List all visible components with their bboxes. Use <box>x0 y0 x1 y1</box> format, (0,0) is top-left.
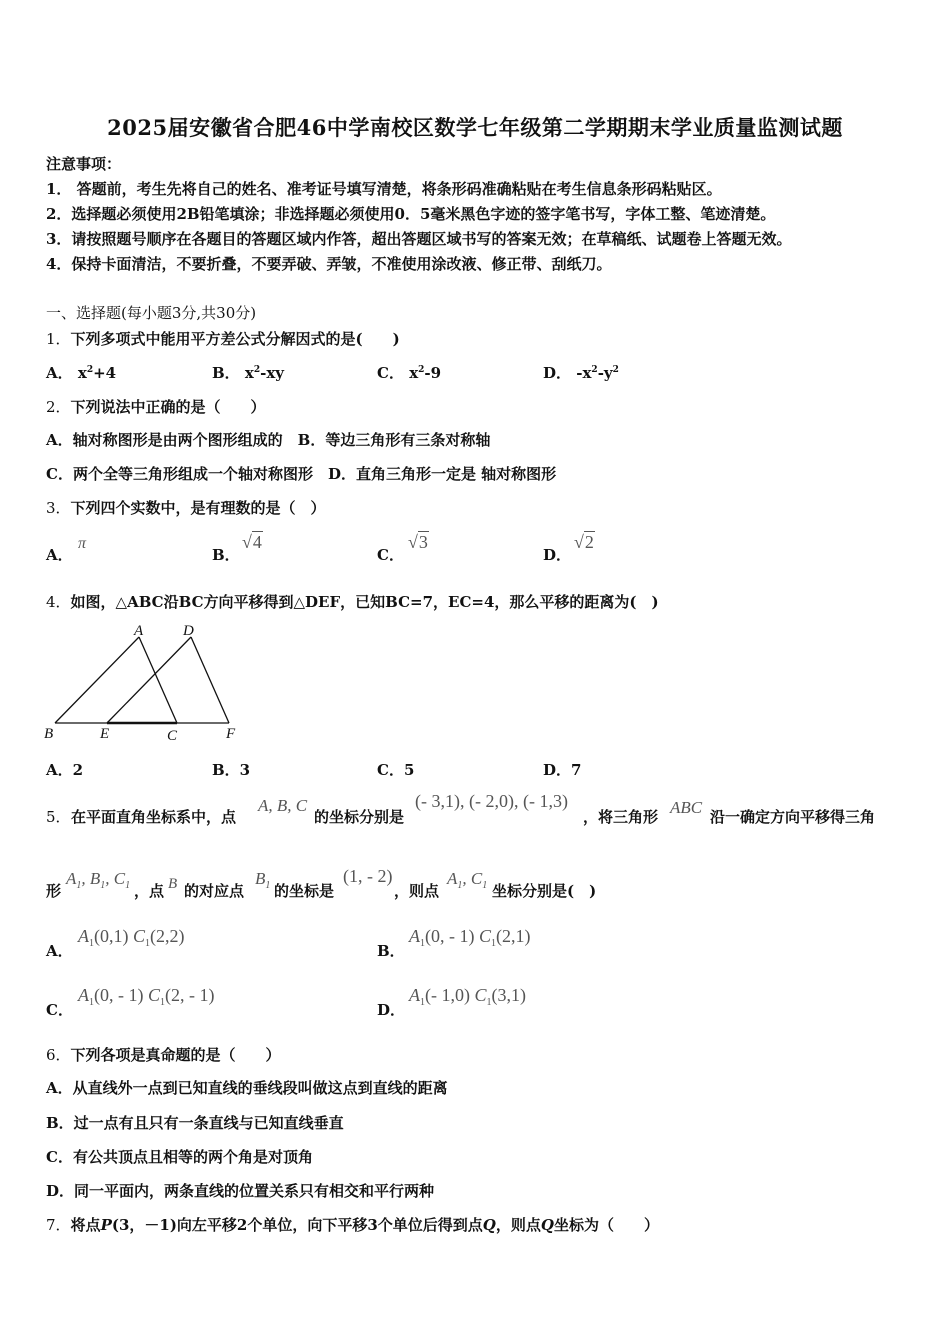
coordinate: (- 1,0) <box>425 985 470 1005</box>
stem-text: 坐标为（ ） <box>553 1216 659 1234</box>
q6-option-a: A．从直线外一点到已知直线的垂线段叫做这点到直线的距离 <box>46 1079 448 1097</box>
q5-option-b-value <box>409 926 531 949</box>
question-stem: 如图，△ABC沿BC方向平移得到△DEF，已知BC=7，EC=4，那么平移的距离为( ) <box>70 593 659 611</box>
subscript: 1 <box>100 880 106 891</box>
coordinate: (0, - 1) <box>425 926 475 946</box>
q5-stem-part-2: 的坐标分别是 <box>314 808 405 826</box>
math-symbol: B <box>255 869 266 888</box>
subscript: 1 <box>89 938 94 949</box>
q3-option-a-label: A． <box>46 546 73 564</box>
q5-b1-coordinate: (1, - 2) <box>343 866 393 886</box>
vertex-label-a: A <box>134 623 144 639</box>
section-heading: 一、选择题(每小题3分,共30分) <box>46 304 257 322</box>
segment-df <box>191 637 229 723</box>
q5-option-c-label: C． <box>46 1001 73 1019</box>
question-stem: 下列各项是真命题的是（ ） <box>70 1046 281 1064</box>
math-symbol: A <box>78 926 89 946</box>
math-symbol: C <box>474 985 487 1005</box>
option-term: x <box>77 364 87 382</box>
vertex-label-f: F <box>226 726 236 742</box>
q5-stem-part-3: ，将三角形 <box>583 808 659 826</box>
pi-symbol: π <box>78 535 87 552</box>
q6-option-c: C．有公共顶点且相等的两个角是对顶角 <box>46 1148 313 1166</box>
subscript: 1 <box>89 997 94 1008</box>
q1-option-b <box>212 362 284 383</box>
math-symbol: C <box>470 869 483 888</box>
point-q: Q <box>540 1216 554 1234</box>
math-symbol: A <box>78 985 89 1005</box>
radicand: 3 <box>418 532 428 552</box>
option-label: B． <box>212 364 240 382</box>
math-symbol: B <box>89 869 101 888</box>
q5-line2-part-4: 的坐标是 <box>274 882 335 900</box>
question-number: 1． <box>46 330 71 348</box>
q1-option-d <box>543 362 619 383</box>
exponent: 2 <box>86 365 94 375</box>
q5-line2-part-1: 形 <box>46 882 62 900</box>
coordinate: (2,2) <box>150 926 185 946</box>
exponent: 2 <box>612 365 619 375</box>
q5-line2-part-6: 坐标分别是( ) <box>492 882 597 900</box>
option-term: x <box>409 364 419 382</box>
option-term: -xy <box>260 364 285 382</box>
subscript: 1 <box>482 880 488 891</box>
q5-option-c-value <box>78 985 214 1008</box>
math-symbol: A <box>409 985 420 1005</box>
option-label: A． <box>46 364 73 382</box>
q5-point-b: B <box>168 876 178 892</box>
subscript: 1 <box>265 880 271 891</box>
question-2 <box>46 396 266 417</box>
segment-de <box>107 637 191 723</box>
option-label: C． <box>377 364 404 382</box>
segment-ab <box>55 637 139 723</box>
exponent: 2 <box>253 365 261 375</box>
notice-item-2: 2．选择题必须使用2B铅笔填涂；非选择题必须使用0．5毫米黑色字迹的签字笔书写，字体工整、笔迹清楚。 <box>46 205 776 223</box>
q1-option-a <box>46 362 116 383</box>
vertex-label-e: E <box>100 726 110 742</box>
question-stem: 下列说法中正确的是（ ） <box>70 398 266 416</box>
notice-item-1: 1． 答题前，考生先将自己的姓名、准考证号填写清楚，将条形码准确粘贴在考生信息条形码粘贴区。 <box>46 180 722 198</box>
question-4 <box>46 591 659 612</box>
page-title: 2025届安徽省合肥46中学南校区数学七年级第二学期期末学业质量监测试题 <box>107 115 843 140</box>
triangle-translation-figure <box>40 620 250 744</box>
vertex-label-d: D <box>183 623 194 639</box>
option-term: -9 <box>424 364 442 382</box>
q4-option-c: C．5 <box>377 761 415 779</box>
question-number: 7． <box>46 1216 71 1234</box>
q1-option-c <box>377 362 441 383</box>
vertex-label-b: B <box>44 726 54 742</box>
q6-option-b: B．过一点有且只有一条直线与已知直线垂直 <box>46 1114 344 1132</box>
stem-text: ，则点 <box>495 1216 541 1234</box>
radicand: 2 <box>584 532 594 552</box>
q5-line2-part-2: ，点 <box>134 882 165 900</box>
q3-option-c-label: C． <box>377 546 404 564</box>
option-term: -x <box>576 364 592 382</box>
point-p: P <box>100 1216 112 1234</box>
question-number: 4． <box>46 593 71 611</box>
question-6 <box>46 1044 281 1065</box>
q5-stem-part-4: 沿一确定方向平移得三角 <box>710 808 876 826</box>
q3-option-d-label: D． <box>543 546 572 564</box>
coordinate: (0,1) <box>94 926 129 946</box>
q5-point-b1 <box>255 869 270 891</box>
q5-line2-part-3: 的对应点 <box>184 882 245 900</box>
subscript: 1 <box>486 997 492 1008</box>
q5-number: 5． <box>46 808 71 826</box>
question-number: 6． <box>46 1046 71 1064</box>
math-symbol: A <box>409 926 420 946</box>
subscript: 1 <box>125 880 131 891</box>
question-stem: 下列四个实数中，是有理数的是（ ） <box>70 499 326 517</box>
q5-coordinates: (- 3,1), (- 2,0), (- 1,3) <box>415 791 568 811</box>
question-7 <box>46 1214 659 1235</box>
q4-option-a: A．2 <box>46 761 84 779</box>
sqrt-3: √3 <box>408 532 428 552</box>
q5-triangle-abc: ABC <box>670 798 703 817</box>
math-symbol: C <box>478 926 491 946</box>
stem-text: 将点 <box>70 1216 101 1234</box>
q5-option-a-label: A． <box>46 942 73 960</box>
sqrt-4: √4 <box>242 532 262 552</box>
coordinate: (2,1) <box>496 926 531 946</box>
question-stem <box>71 1216 659 1234</box>
q5-points-a1-c1: $A_1$, $C_1$ <box>447 869 488 891</box>
q2-options-line-1: A．轴对称图形是由两个图形组成的 B．等边三角形有三条对称轴 <box>46 431 491 449</box>
q5-option-d-value <box>409 985 526 1008</box>
segment-ac <box>139 637 177 723</box>
coordinate: (0, - 1) <box>94 985 144 1005</box>
sqrt-2: √2 <box>574 532 594 552</box>
q6-option-d: D．同一平面内，两条直线的位置关系只有相交和平行两种 <box>46 1182 435 1200</box>
subscript: 1 <box>420 997 425 1008</box>
option-term: x <box>244 364 254 382</box>
option-term: -y <box>597 364 613 382</box>
math-symbol: C <box>133 926 146 946</box>
question-3 <box>46 497 326 518</box>
notice-heading: 注意事项： <box>46 155 122 173</box>
subscript: 1 <box>160 997 165 1008</box>
question-1 <box>46 328 400 349</box>
exponent: 2 <box>418 365 425 375</box>
notice-item-3: 3．请按照题号顺序在各题目的答题区域内作答，超出答题区域书写的答案无效；在草稿纸、试题卷上答题无效。 <box>46 230 792 248</box>
q5-triangle-a1b1c1: $A_1$, $B_1$, $C_1$ <box>66 869 131 891</box>
subscript: 1 <box>145 938 151 949</box>
point-q: Q <box>482 1216 496 1234</box>
q5-option-d-label: D． <box>377 1001 406 1019</box>
math-symbol: C <box>147 985 160 1005</box>
q5-option-b-label: B． <box>377 942 405 960</box>
vertex-label-c: C <box>167 728 178 744</box>
option-label: D． <box>543 364 572 382</box>
subscript: 1 <box>76 880 82 891</box>
coordinate: (3,1) <box>491 985 526 1005</box>
q5-line2-part-5: ，则点 <box>394 882 440 900</box>
question-number: 3． <box>46 499 71 517</box>
q4-option-b: B．3 <box>212 761 251 779</box>
radicand: 4 <box>252 532 262 552</box>
q3-option-b-label: B． <box>212 546 240 564</box>
notice-item-4: 4．保持卡面清洁，不要折叠，不要弄破、弄皱，不准使用涂改液、修正带、刮纸刀。 <box>46 255 612 273</box>
question-stem: 下列多项式中能用平方差公式分解因式的是( ) <box>70 330 400 348</box>
question-number: 2． <box>46 398 71 416</box>
stem-text: (3，－1)向左平移2个单位，向下平移3个单位后得到点 <box>111 1216 483 1234</box>
q5-points: A, B, C <box>258 796 308 815</box>
math-symbol: A <box>447 869 458 888</box>
subscript: 1 <box>420 938 425 949</box>
q2-options-line-2: C．两个全等三角形组成一个轴对称图形 D．直角三角形一定是 轴对称图形 <box>46 465 557 483</box>
math-symbol: C <box>113 869 126 888</box>
subscript: 1 <box>491 938 496 949</box>
q4-option-d: D．7 <box>543 761 582 779</box>
coordinate: (2, - 1) <box>165 985 215 1005</box>
q5-option-a-value <box>78 926 185 949</box>
subscript: 1 <box>457 880 463 891</box>
q5-stem-part-1: 在平面直角坐标系中，点 <box>71 808 237 826</box>
exponent: 2 <box>591 365 598 375</box>
math-symbol: A <box>66 869 77 888</box>
option-term: +4 <box>93 364 117 382</box>
